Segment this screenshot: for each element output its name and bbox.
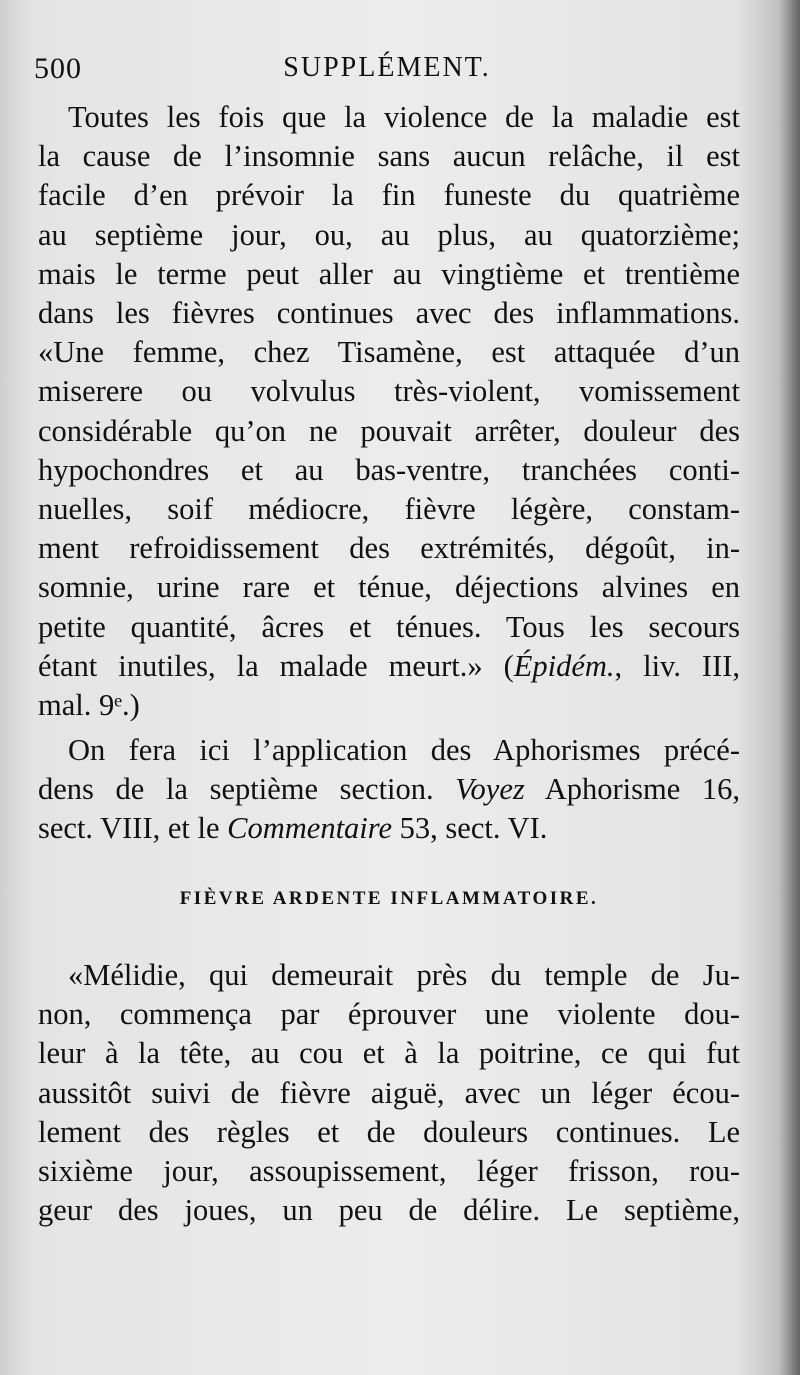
text-segment: sect. VIII, et le <box>38 811 220 846</box>
text-line: miserere ou volvulus très-violent, vomissement <box>38 374 740 409</box>
italic-citation: Épidém. <box>513 648 615 683</box>
text-line: On fera ici l’application des Aphorismes précé- <box>68 733 740 767</box>
text-line: considérable qu’on ne pouvait arrêter, douleur des <box>38 413 740 448</box>
text-line: sixième jour, assoupissement, léger frisson, rou- <box>38 1154 740 1189</box>
text-segment: dens de la septième section. <box>38 772 434 807</box>
text-line: la cause de l’insomnie sans aucun relâche, il est <box>38 139 740 174</box>
page-number: 500 <box>34 52 82 85</box>
text-segment: 53, sect. VI. <box>399 811 548 846</box>
text-line: non, commença par éprouver une violente dou- <box>38 997 740 1032</box>
text-line: lement des règles et de douleurs continues. Le <box>38 1114 740 1149</box>
page-header <box>34 52 740 92</box>
text-line: leur à la tête, au cou et à la poitrine, ce qui fut <box>38 1036 740 1071</box>
text-line: somnie, urine rare et ténue, déjections alvines en <box>38 570 740 605</box>
text-line: ment refroidissement des extrémités, dégoût, in- <box>38 531 740 566</box>
text-line: Toutes les fois que la violence de la maladie est <box>68 100 740 134</box>
page-edge-shadow <box>778 0 800 1375</box>
text-line: «Mélidie, qui demeurait près du temple de Ju- <box>68 958 740 992</box>
text-line: facile d’en prévoir la fin funeste du quatrième <box>38 178 740 213</box>
text-line: geur des joues, un peu de délire. Le septième, <box>38 1193 740 1228</box>
text-line <box>38 647 740 686</box>
text-line: nuelles, soif médiocre, fièvre légère, constam- <box>38 492 740 527</box>
section-heading: FIÈVRE ARDENTE INFLAMMATOIRE. <box>179 888 599 909</box>
running-head: SUPPLÉMENT. <box>283 52 491 83</box>
text-line: mal. 9ᵉ.) <box>38 688 140 723</box>
text-line <box>38 809 740 848</box>
text-line: mais le terme peut aller au vingtième et trentième <box>38 256 740 291</box>
body-text-middle <box>38 731 740 849</box>
text-line: «Une femme, chez Tisamène, est attaquée d’un <box>38 335 740 370</box>
text-line: au septième jour, ou, au plus, au quatorzième; <box>38 217 740 252</box>
text-line: aussitôt suivi de fièvre aiguë, avec un léger écou- <box>38 1075 740 1110</box>
text-line: dans les fièvres continues avec des inflammations. <box>38 296 740 331</box>
text-segment: , liv. III, <box>614 648 741 683</box>
text-segment: étant inutiles, la malade meurt.» ( <box>38 648 514 683</box>
text-line <box>38 770 740 809</box>
text-line: petite quantité, âcres et ténues. Tous les secours <box>38 609 740 644</box>
body-text-lower <box>38 956 740 1230</box>
italic-word: Commentaire <box>227 811 393 846</box>
body-text-upper <box>38 98 740 725</box>
text-line: hypochondres et au bas-ventre, tranchées conti- <box>38 452 740 487</box>
text-segment: Aphorisme 16, <box>544 772 740 807</box>
italic-word: Voyez <box>455 772 525 807</box>
